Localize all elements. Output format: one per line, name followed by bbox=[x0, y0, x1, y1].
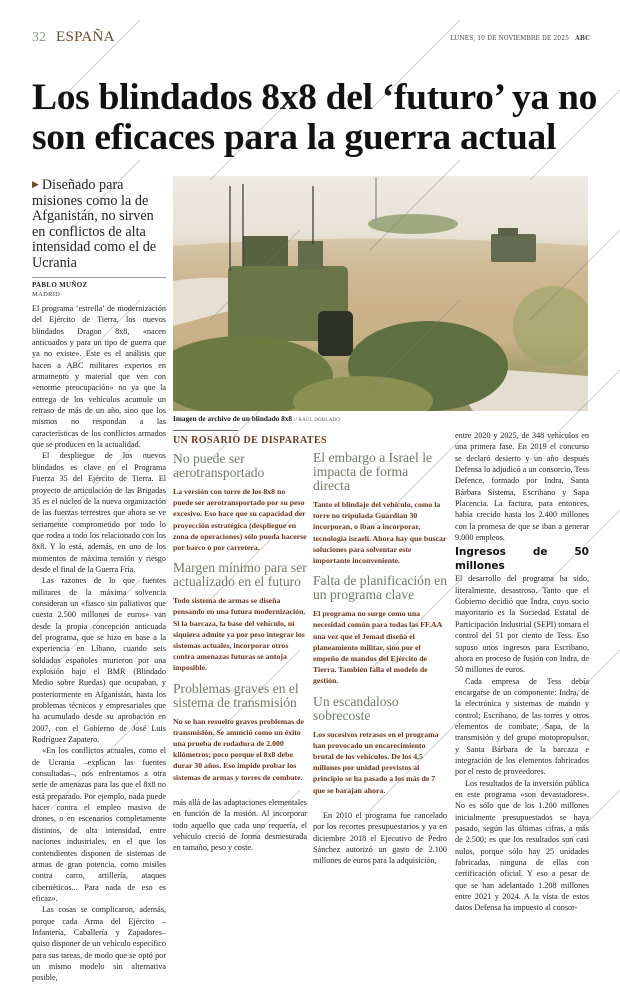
left-column bbox=[32, 177, 166, 984]
paragraph: El programa ‘estrella’ de modernización del Ejército de Tierra, los nuevos blindados Dragon 8x8, «nacen anticuados y para un tipo de guerra que ya no existe». Este es el análisis que hacen a ABC militares expertos en armamento y material que ven con «enorme preocupación» no ya que la entrega de los vehículos acumule un retraso de más de un año, sino que los mismos no respondan a las características de los conflictos armados que se producen en la actualidad. bbox=[32, 304, 166, 450]
date: LUNES, 10 DE NOVIEMBRE DE 2025 bbox=[450, 35, 570, 42]
section-label: ESPAÑA bbox=[56, 29, 115, 45]
sidebar-text: La versión con torre de los 8x8 no puede ser aerotransportado por su peso excesivo. Eso hace que su capacidad der proyección estratégica (despliegue en zona de operaciones) sólo pueda hacerse por barco o por carretera. bbox=[173, 487, 307, 553]
sidebar-text: El programa no surge como una necesidad común para todas las FF.AA una vez que el Jemad diseña el planeamiento militar, sino por el empeño de mandos del Ejército de Tierra. También falla el modelo de gestión. bbox=[313, 609, 442, 686]
paragraph: El despliegue de los nuevos blindados es clave en el Programa Fuerza 35 del Ejército de Tierra. El proyecto de articulación de las Brigadas 35 es el núcleo de la nueva organización de las fuerzas terrestres que ahora se ve seriamente comprometido por todo lo que rodea a todo los relacionado con los 8x8. Y lo está, además, en uno de los momentos de máxima tensión y riesgo desde el final de la Guerra Fría. bbox=[32, 451, 166, 574]
triangle-bullet-icon: ▶ bbox=[32, 179, 39, 189]
brand: ABC bbox=[575, 35, 590, 42]
sidebar-column-right bbox=[313, 451, 447, 867]
paragraph: Cada empresa de Tess debía encargarse de un componente: Indra, de la electrónica y sistemas de mando y control; Escribano, de las torres y otros elementos de combate; Sapa, de la transmisión y del grupo motopropulsor, y Santa Bárbara de la barcaza e integración de los elementos fabricados por el resto de proveedores. bbox=[455, 676, 589, 777]
sidebar-text: Todo sistema de armas se diseña pensando en una futura modernización. Si la barcaza, la base del vehículo, ni siquiera admite ya por peso integrar los sistemas actuales, incorporar otros contra amenazas futuras se antoja imposible. bbox=[173, 596, 306, 673]
divider bbox=[32, 277, 166, 278]
photo-credit: // RAÚL DOBLADO bbox=[293, 418, 341, 423]
sidebar-text: Los sucesivos retrasos en el programa han provocado un encarecimiento brutal de los vehículos. De los 4,5 millones por unidad previstos al principio se ha pasado a los más de 7 que se barajan ahora. bbox=[313, 729, 439, 795]
paragraph: Las razones de lo que fuentes militares de la máxima solvencia consideran un «fiasco sin paliativos que cuesta 2.500 millones de euros» van desde la propia concepción anticuada del programa, que se hizo en base a la experiencia en Líbano, cuando seis soldados españoles murieron por una explosión bajo el BMR (Blindado Medio sobre Ruedas) que ocupaban, y posteriormente en Afganistán, hasta los problemas técnicos y empresariales que ha acumulado desde su aprobación en 2007, con el Gobierno de José Luis Rodríguez Zapatero. bbox=[32, 576, 166, 745]
article-column-2 bbox=[173, 797, 307, 854]
summary bbox=[32, 177, 166, 271]
sidebar-text: No se han resuelto graves problemas de transmisión. Se anunció como un éxito una prueba de rodadura de 2.000 kilómetros; poco porque el 8x8 debe durar 30 años. Eso impide probar los sistemas de armas y torres de combate. bbox=[173, 716, 304, 782]
divider bbox=[173, 430, 238, 431]
headline: Los blindados 8x8 del ‘futuro’ ya no son eficaces para la guerra actual bbox=[32, 77, 598, 158]
byline-author: PABLO MUÑOZ bbox=[32, 281, 88, 289]
sidebar-box-left bbox=[173, 452, 307, 783]
paragraph: En 2010 el programa fue cancelado por los recortes presupuestarios y ya en diciembre 2018 el Ejecutivo de Pedro Sánchez autorizó un gasto de 2.100 millones de euros para la adquisición, bbox=[313, 810, 447, 866]
byline-place: MADRID bbox=[32, 291, 61, 298]
armored-vehicles-photo bbox=[173, 176, 588, 411]
article-column-3 bbox=[313, 810, 447, 867]
sidebar-heading: Falta de planificación en un programa clave bbox=[313, 573, 447, 603]
sidebar-box-right bbox=[313, 451, 447, 796]
paragraph: El desarrollo del programa ha sido, literalmente, desastroso. Tanto que el Gobierno decidió que Indra, cuyo socio mayoritario es la Sociedad Estatal de Participación Industrial (SEPI) tomara el control del 51 por ciento de Tess. Eso supuso unos ingresos para Escribano, ahora en proceso de fusión con Indra, de 50 millones de euros. bbox=[455, 574, 589, 675]
sidebar-title: UN ROSARIO DE DISPARATES bbox=[173, 435, 327, 446]
article-photo bbox=[173, 176, 588, 411]
article-column-4 bbox=[455, 430, 589, 914]
sidebar-heading: Un escandaloso sobrecoste bbox=[313, 693, 399, 723]
page-number: 32 bbox=[32, 30, 46, 45]
paragraph: más allá de las adaptaciones elementales en función de la misión. Al incorporar todo aquello que cada uno requería, el vehículo creció de forma desmesurada en tamaño, peso y coste. bbox=[173, 797, 307, 853]
paragraph: Los resultados de la inversión pública en este programa «son devastadores». No es sólo que de los 1.200 millones inicialmente presupuestados se haya pasado, según las últimas cifras, a más de 2.500; es que los resultados son casi nulos, porque sólo hay 25 unidades fabricadas, ninguna de ellas con certificación oficial. Y eso a pesar de que se han adelantado 1.208 millones entre 2021 y 2024. A la vista de estos datos Defensa ha impuesto al consor- bbox=[455, 778, 589, 913]
paragraph: «En los conflictos actuales, como el de Ucrania –explican las fuentes consultadas–, nos enfrentamos a otra serie de amenazas para las que el 8x8 no está preparado. Por ejemplo, nada puede hacer contra el empleo masivo de drones, o en escenarios completamente distintos, de alta intensidad, entre naciones industriales, en el que los contendientes disponen de sistemas de armas de gran potencia, como misiles contra carro, artillería, ataques cibernéticos... Para nada de eso es eficaz». bbox=[32, 746, 166, 903]
subheading: Ingresos de 50 millones bbox=[455, 546, 589, 573]
sidebar-text: Tanto el blindaje del vehículo, como la torre no tripulada Guardian 30 incorporan, o iban a incorporar, tecnología israelí. Ahora hay que buscar soluciones para solventar este importante inconveniente. bbox=[313, 500, 447, 566]
dateline bbox=[450, 35, 590, 42]
sidebar-heading: Problemas graves en el sistema de transmisión bbox=[173, 680, 299, 710]
sidebar-column-left bbox=[173, 430, 327, 854]
paragraph: Las cosas se complicaron, además, porque cada Arma del Ejército –Infantería, Caballería y Zapadores– quiso disponer de un vehículo específico para sus tareas, de modo que se optó por un mismo modelo sin alternativa posible, bbox=[32, 905, 166, 983]
sidebar-heading: Margen mínimo para ser actualizado en el futuro bbox=[173, 560, 307, 590]
summary-text: Diseñado para misiones como la de Afganistán, no sirven en conflictos de alta intensidad como el de Ucrania bbox=[32, 177, 157, 271]
paragraph: entre 2020 y 2025, de 348 vehículos en una primera fase. En 2019 el concurso se declaró desierto y un año después Defensa lo adjudicó a un consorcio, Tess Defence, formado por Indra, Santa Bárbara Sistema, Escribano y Sapa Placencia. La factura, para entonces, había crecido hasta los 2.400 millones con la promesa de que se iban a generar 9.000 empleos. bbox=[455, 431, 589, 543]
sidebar-heading: El embargo a Israel le impacta de forma directa bbox=[313, 450, 433, 493]
sidebar-heading: No puede ser aerotransportado bbox=[173, 451, 265, 480]
photo-caption bbox=[173, 414, 340, 426]
article-column-1 bbox=[32, 303, 166, 984]
caption-text: Imagen de archivo de un blindado 8x8 bbox=[173, 414, 293, 423]
